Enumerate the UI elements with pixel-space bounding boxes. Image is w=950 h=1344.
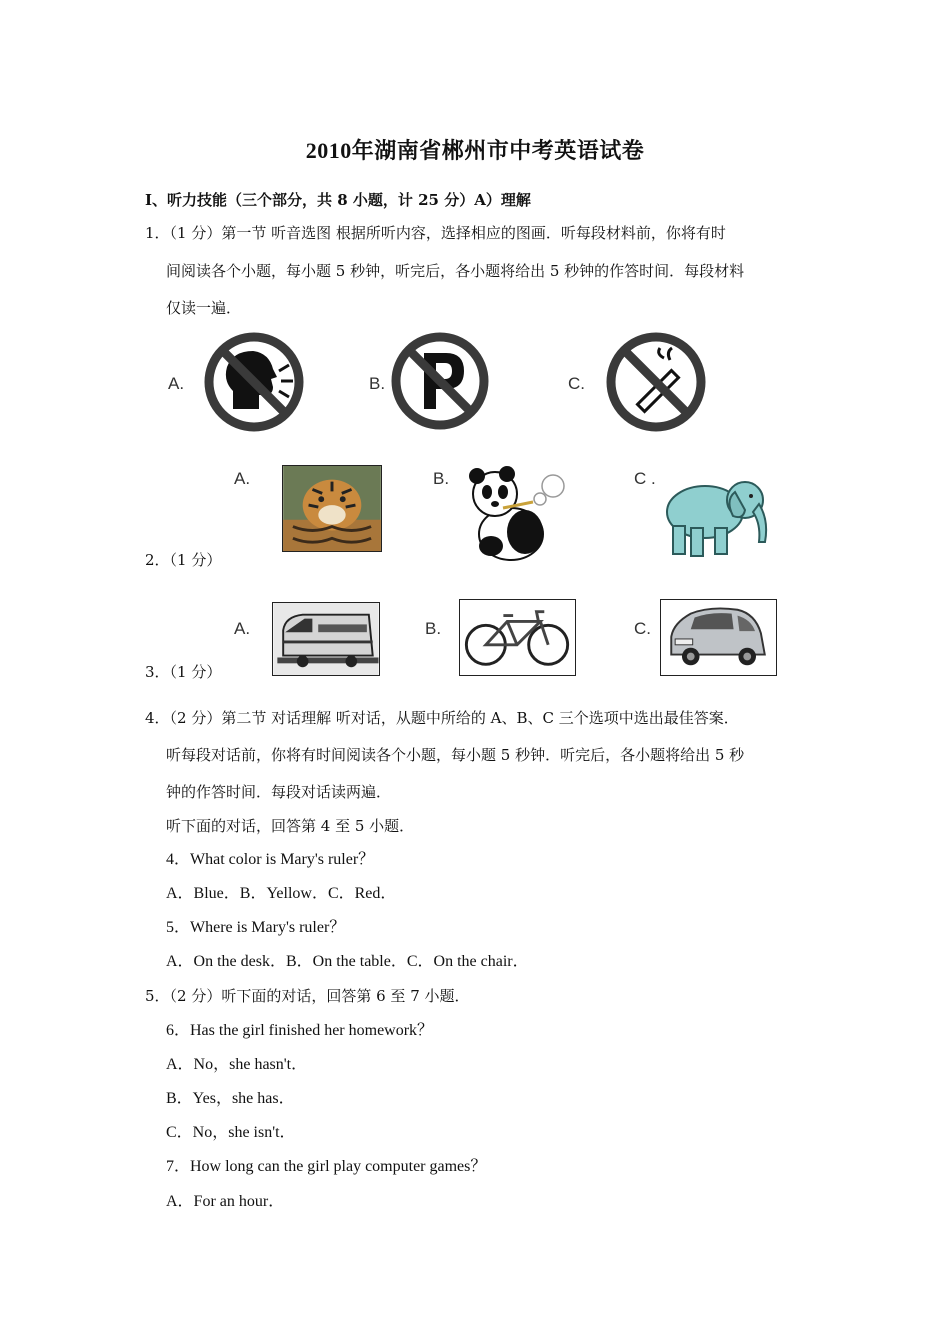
q3-option-b-label: B. <box>425 619 442 638</box>
q2-label: 2．（1 分） <box>145 551 222 569</box>
bicycle-image <box>459 599 576 676</box>
q5-sub6-option-b: B．Yes，she has． <box>166 1090 295 1107</box>
q1-line-2: 间阅读各个小题，每小题 5 秒钟，听完后，各小题将给出 5 秒钟的作答时间．每段材料 <box>166 262 745 280</box>
no-parking-icon <box>390 331 490 431</box>
q2-option-b-label: B. <box>433 469 450 488</box>
train-image <box>272 602 380 676</box>
q1-option-a-label: A. <box>168 374 185 393</box>
q5-line-1: 5．（2 分）听下面的对话，回答第 6 至 7 小题． <box>145 987 470 1005</box>
q5-sub6-option-c: C．No，she isn't． <box>166 1124 296 1141</box>
q3-label: 3．（1 分） <box>145 663 222 681</box>
page-title: 2010年湖南省郴州市中考英语试卷 <box>305 138 645 163</box>
q4-line-2: 听每段对话前，你将有时间阅读各个小题，每小题 5 秒钟．听完后，各小题将给出 5 秒 <box>166 746 745 764</box>
q4-sub5-options: A．On the desk．B．On the table．C．On the chair． <box>166 953 529 970</box>
q4-line-4: 听下面的对话，回答第 4 至 5 小题． <box>166 817 415 835</box>
no-talking-icon <box>203 331 305 433</box>
panda-image <box>463 464 573 564</box>
q5-sub6-option-a: A．No，she hasn't． <box>166 1056 308 1073</box>
q2-option-c-label: C . <box>634 469 656 488</box>
q3-option-c-label: C. <box>634 619 651 638</box>
q1-line-1: 1．（1 分）第一节 听音选图 根据所听内容，选择相应的图画．听每段材料前，你将有时 <box>145 224 726 242</box>
q1-line-3: 仅读一遍． <box>166 299 242 317</box>
q4-sub4-options: A．Blue．B．Yellow．C．Red． <box>166 885 397 902</box>
elephant-image <box>655 470 773 560</box>
car-image <box>660 599 777 676</box>
q1-option-c-label: C. <box>568 374 585 393</box>
q5-sub7-option-a: A．For an hour． <box>166 1193 285 1210</box>
q5-sub7-question: 7．How long can the girl play computer games？ <box>166 1158 487 1175</box>
q4-sub4-question: 4．What color is Mary's ruler？ <box>166 851 375 868</box>
q3-option-a-label: A. <box>234 619 251 638</box>
q4-sub5-question: 5．Where is Mary's ruler？ <box>166 919 346 936</box>
q5-sub6-question: 6．Has the girl finished her homework？ <box>166 1022 434 1039</box>
q2-option-a-label: A. <box>234 469 251 488</box>
q4-line-3: 钟的作答时间．每段对话读两遍． <box>166 783 392 801</box>
tiger-image <box>282 465 382 552</box>
section-heading: I、听力技能（三个部分，共 8 小题，计 25 分）A）理解 <box>145 191 531 209</box>
q4-line-1: 4．（2 分）第二节 对话理解 听对话，从题中所给的 A、B、C 三个选项中选出最佳答案． <box>145 709 739 727</box>
no-smoking-icon <box>604 330 708 434</box>
q1-option-b-label: B. <box>369 374 386 393</box>
